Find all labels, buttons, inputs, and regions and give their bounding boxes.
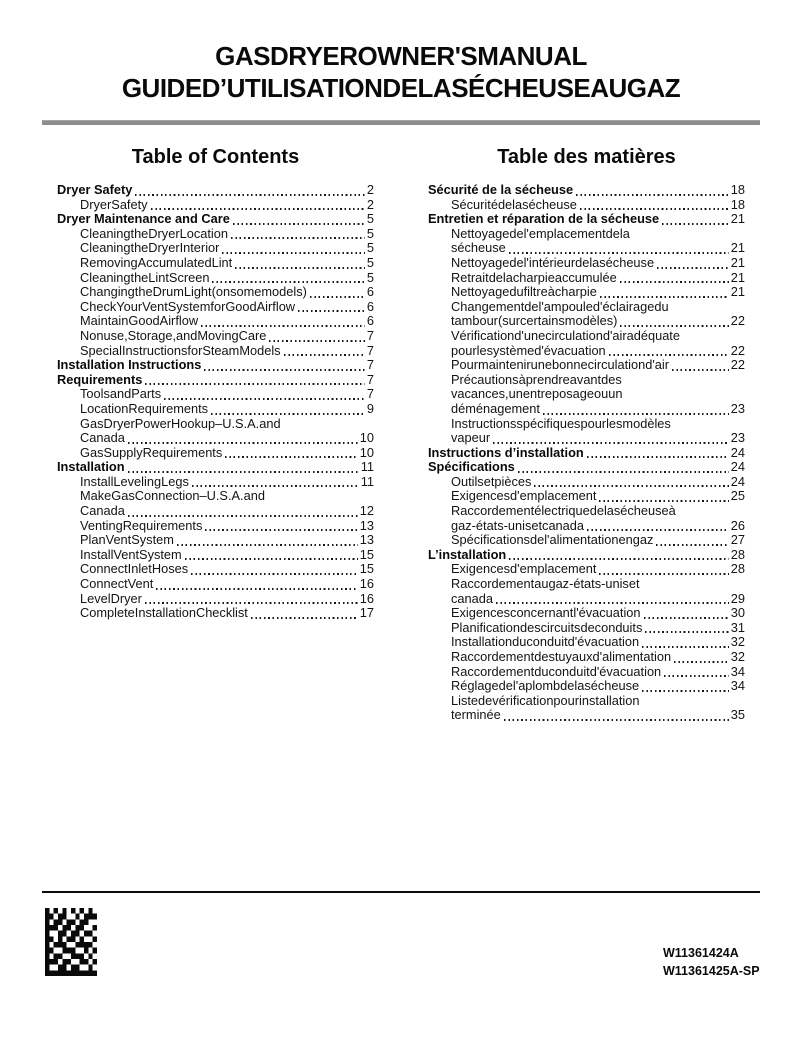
toc-entry-title: terminée [451, 707, 501, 723]
toc-entry-title: RemovingAccumulatedLint [80, 254, 233, 270]
toc-entry-title: GasSupplyRequirements [80, 444, 223, 460]
toc-entry-page-number: 17 [359, 605, 374, 621]
toc-entry [428, 344, 745, 359]
title-block [0, 40, 802, 104]
toc-leader-dots [205, 529, 357, 531]
toc-entry-page-number: 24 [730, 473, 745, 489]
toc-leader-dots [657, 267, 729, 269]
toc-leader-dots [587, 456, 729, 458]
toc-entry [57, 256, 374, 271]
toc-entry-page-number: 7 [366, 371, 374, 387]
toc-entry-title: ConnectInletHoses [80, 561, 189, 577]
toc-leader-dots [664, 675, 729, 677]
toc-entry-page-number: 11 [360, 473, 374, 489]
toc-leader-dots [145, 383, 365, 385]
toc-leader-dots [284, 354, 365, 356]
toc-entry-title: LevelDryer [80, 590, 142, 606]
toc-leader-dots [156, 588, 357, 590]
toc-entry [428, 533, 745, 548]
toc-entry-page-number: 21 [730, 254, 745, 270]
toc-entry-page-number: 2 [366, 182, 374, 197]
toc-entry-page-number: 16 [359, 576, 374, 592]
toc-entry-page-number: 5 [366, 269, 374, 285]
toc-leader-dots [269, 340, 364, 342]
toc-entry [57, 212, 374, 227]
toc-entry [57, 431, 374, 446]
toc-entry-page-number: 31 [730, 619, 745, 635]
toc-entry-page-number: 22 [730, 313, 745, 329]
toc-entry [428, 665, 745, 680]
toc-entry-title: Installation [57, 459, 125, 475]
toc-leader-dots [235, 267, 365, 269]
toc-entry-title: sécheuse [451, 240, 506, 256]
toc-leader-dots [496, 602, 729, 604]
toc-entry [428, 241, 745, 256]
toc-entry [428, 198, 745, 213]
toc-leader-dots [509, 558, 729, 560]
toc-entry [428, 402, 745, 417]
toc-entry-title: Entretien et réparation de la sécheuse [428, 211, 660, 227]
toc-columns [57, 145, 745, 723]
toc-entry-page-number: 13 [359, 517, 374, 533]
toc-entry-title: Sécurité de la sécheuse [428, 182, 574, 197]
toc-leader-dots [192, 485, 359, 487]
toc-entry [57, 533, 374, 548]
toc-entry-page-number: 25 [730, 488, 745, 504]
toc-entry [428, 475, 745, 490]
toc-entry-title: Raccordementélectriquedelasécheuseà [451, 503, 676, 519]
toc-entry-page-number: 13 [359, 532, 374, 548]
toc-entry-title: Installationduconduitd'évacuation [451, 634, 640, 650]
toc-entry [428, 460, 745, 475]
toc-entry [428, 694, 745, 709]
toc-entry-title: InstallVentSystem [80, 546, 182, 562]
toc-entry-title: PlanVentSystem [80, 532, 174, 548]
toc-entry [57, 504, 374, 519]
toc-leader-dots [211, 413, 365, 415]
toc-entry-page-number: 21 [730, 269, 745, 285]
toc-entry-title: Pourmaintenirunebonnecirculationd'air [451, 357, 669, 373]
toc-entry-title: déménagement [451, 400, 540, 416]
toc-leader-dots [204, 369, 365, 371]
toc-leader-dots [128, 471, 359, 473]
toc-entry-page-number: 5 [366, 225, 374, 241]
toc-entry-page-number: 12 [359, 503, 374, 519]
toc-leader-dots [662, 223, 729, 225]
toc-entry [57, 519, 374, 534]
toc-entry-page-number: 21 [730, 211, 745, 227]
toc-entry-title: GasDryerPowerHookup–U.S.A.and [80, 415, 281, 431]
toc-entry [57, 548, 374, 563]
toc-entry-title: CompleteInstallationChecklist [80, 605, 248, 621]
toc-leader-dots [212, 281, 364, 283]
toc-entry [57, 460, 374, 475]
toc-entry [428, 300, 745, 315]
toc-entry [57, 285, 374, 300]
toc-leader-dots [251, 617, 358, 619]
toc-heading-english: Table of Contents [131, 146, 300, 168]
toc-entry-title: Retraitdelacharpieaccumulée [451, 269, 617, 285]
toc-leader-dots [656, 544, 728, 546]
toc-entry [57, 344, 374, 359]
toc-entries-french [428, 183, 745, 723]
toc-entry [57, 329, 374, 344]
toc-entry [57, 562, 374, 577]
toc-entry-title: CleaningtheLintScreen [80, 269, 210, 285]
toc-entry [428, 314, 745, 329]
toc-entry-title: gaz-états-unisetcanada [451, 517, 585, 533]
toc-leader-dots [599, 573, 728, 575]
toc-entry-title: Raccordementaugaz-états-uniset [451, 576, 640, 592]
toc-entry [428, 446, 745, 461]
toc-entry [57, 446, 374, 461]
toc-entry-page-number: 32 [730, 649, 745, 664]
toc-entry [57, 373, 374, 388]
toc-leader-dots [509, 252, 729, 254]
toc-leader-dots [493, 442, 729, 444]
toc-entry [57, 314, 374, 329]
toc-entry-title: Canada [80, 503, 125, 519]
toc-entry-page-number: 2 [366, 196, 374, 212]
toc-entry-page-number: 5 [366, 211, 374, 227]
toc-entry [57, 592, 374, 607]
toc-leader-dots [310, 296, 365, 298]
toc-entry-page-number: 11 [360, 459, 374, 475]
toc-leader-dots [620, 325, 728, 327]
toc-entry [57, 227, 374, 242]
toc-entry-title: InstallLevelingLegs [80, 473, 189, 489]
toc-entry-title: canada [451, 590, 493, 606]
footer-divider-rule [42, 891, 760, 893]
toc-entry-page-number: 16 [359, 590, 374, 606]
toc-leader-dots [298, 310, 365, 312]
toc-entry [428, 679, 745, 694]
toc-leader-dots [164, 398, 365, 400]
part-numbers-block [663, 944, 760, 980]
toc-entry-page-number: 10 [359, 430, 374, 446]
toc-entry-title: Instructionsspécifiquespourlesmodèles [451, 415, 671, 431]
toc-entry-page-number: 18 [730, 196, 745, 212]
toc-leader-dots [128, 515, 358, 517]
toc-entry-page-number: 9 [366, 400, 374, 416]
title-divider-rule [42, 120, 760, 125]
toc-leader-dots [642, 646, 729, 648]
toc-entry-page-number: 6 [366, 313, 374, 329]
toc-entry [57, 577, 374, 592]
toc-leader-dots [620, 281, 729, 283]
toc-entry-page-number: 22 [730, 357, 745, 373]
toc-entry-title: vapeur [451, 430, 491, 446]
toc-entry-page-number: 30 [730, 605, 745, 621]
toc-leader-dots [225, 456, 358, 458]
toc-entry-page-number: 28 [730, 561, 745, 577]
toc-leader-dots [518, 471, 729, 473]
toc-entry-page-number: 27 [730, 532, 745, 548]
toc-entry-page-number: 7 [366, 327, 374, 343]
toc-entry-title: ConnectVent [80, 576, 154, 592]
toc-entry-page-number: 21 [730, 240, 745, 256]
manual-title-english: GASDRYEROWNER'SMANUAL [215, 41, 587, 71]
toc-entry [57, 387, 374, 402]
toc-entry-title: Exigencesd'emplacement [451, 561, 597, 577]
toc-entry [428, 431, 745, 446]
toc-leader-dots [191, 573, 358, 575]
toc-entry-page-number: 23 [730, 400, 745, 416]
toc-entry [428, 708, 745, 723]
toc-entry-page-number: 26 [730, 517, 745, 533]
toc-entry [428, 519, 745, 534]
toc-entry-title: Exigencesconcernantl'évacuation [451, 605, 641, 621]
toc-entry-page-number: 7 [366, 342, 374, 358]
toc-entry-title: Nettoyagedel'intérieurdelasécheuse [451, 254, 655, 270]
toc-leader-dots [543, 413, 729, 415]
toc-entry-title: Sécuritédelasécheuse [451, 196, 577, 212]
toc-leader-dots [185, 558, 358, 560]
toc-entry [428, 227, 745, 242]
toc-entry [428, 635, 745, 650]
toc-leader-dots [504, 719, 729, 721]
toc-leader-dots [609, 354, 729, 356]
toc-leader-dots [231, 237, 365, 239]
toc-entry [428, 577, 745, 592]
toc-entry-page-number: 28 [730, 546, 745, 562]
toc-entry-title: Raccordementduconduitd'évacuation [451, 663, 662, 679]
toc-entry-title: MakeGasConnection–U.S.A.and [80, 488, 265, 504]
toc-entry [428, 650, 745, 665]
toc-entry-title: pourlesystèmed'évacuation [451, 342, 606, 358]
toc-entry [428, 621, 745, 636]
toc-entry-page-number: 7 [366, 357, 374, 373]
part-number-secondary: W11361425A-SP [663, 964, 760, 978]
toc-entry-title: Dryer Safety [57, 182, 133, 197]
toc-entry-page-number: 32 [730, 634, 745, 650]
toc-leader-dots [644, 617, 729, 619]
toc-entry [428, 387, 745, 402]
toc-entry-title: Spécificationsdel'alimentationengaz [451, 532, 654, 548]
toc-entry-page-number: 24 [730, 444, 745, 460]
toc-entry-page-number: 15 [359, 546, 374, 562]
toc-entry [57, 475, 374, 490]
toc-entry-page-number: 18 [730, 182, 745, 197]
toc-entry-page-number: 6 [366, 298, 374, 314]
toc-entry-page-number: 21 [730, 284, 745, 300]
toc-leader-dots [128, 442, 358, 444]
toc-entry-title: Nonuse,Storage,andMovingCare [80, 327, 267, 343]
toc-entry-title: CleaningtheDryerLocation [80, 225, 228, 241]
toc-entry [428, 373, 745, 388]
toc-entry [428, 358, 745, 373]
toc-leader-dots [534, 485, 728, 487]
toc-entry-title: Exigencesd'emplacement [451, 488, 597, 504]
toc-entry-page-number: 15 [359, 561, 374, 577]
toc-entry-title: Changementdel'ampouled'éclairagedu [451, 298, 669, 314]
toc-entry-page-number: 6 [366, 284, 374, 300]
toc-entry-title: L’installation [428, 546, 507, 562]
toc-entry-page-number: 10 [359, 444, 374, 460]
toc-entry [428, 504, 745, 519]
toc-column-english [57, 145, 374, 723]
toc-entry-title: Requirements [57, 371, 143, 387]
toc-leader-dots [599, 500, 728, 502]
toc-leader-dots [600, 296, 729, 298]
toc-entry-title: MaintainGoodAirflow [80, 313, 199, 329]
toc-entry-page-number: 35 [730, 707, 745, 723]
toc-entry-title: Raccordementdestuyauxd'alimentation [451, 649, 672, 664]
toc-leader-dots [151, 208, 365, 210]
manual-title-french: GUIDED’UTILISATIONDELASÉCHEUSEAUGAZ [121, 73, 681, 103]
toc-leader-dots [672, 369, 729, 371]
toc-entry-title: Précautionsàprendreavantdes [451, 371, 622, 387]
toc-entry [428, 606, 745, 621]
toc-entry-title: ToolsandParts [80, 386, 162, 402]
toc-leader-dots [645, 631, 728, 633]
toc-entry-title: vacances,unentreposageouun [451, 386, 623, 402]
toc-heading-french: Table des matières [497, 146, 676, 168]
toc-entry [57, 271, 374, 286]
toc-entry [428, 285, 745, 300]
toc-entry-title: Planificationdescircuitsdeconduits [451, 619, 643, 635]
toc-entry-title: Instructions d’installation [428, 444, 584, 460]
toc-entry [428, 489, 745, 504]
toc-entry [428, 329, 745, 344]
toc-entry-title: CheckYourVentSystemforGoodAirflow [80, 298, 296, 314]
toc-entry-page-number: 22 [730, 342, 745, 358]
toc-entry-title: DryerSafety [80, 196, 148, 212]
toc-entry [57, 402, 374, 417]
toc-entry [57, 241, 374, 256]
toc-entry-title: ChangingtheDrumLight(onsomemodels) [80, 284, 307, 300]
toc-entry-page-number: 7 [366, 386, 374, 402]
toc-entry [57, 606, 374, 621]
toc-entry-page-number: 5 [366, 254, 374, 270]
toc-entry [57, 198, 374, 213]
toc-entry [428, 183, 745, 198]
toc-leader-dots [587, 529, 729, 531]
toc-entry [428, 271, 745, 286]
toc-entry [57, 489, 374, 504]
toc-leader-dots [576, 194, 729, 196]
toc-leader-dots [145, 602, 358, 604]
toc-entry [428, 256, 745, 271]
part-number-primary: W11361424A [663, 946, 739, 960]
toc-entry [57, 183, 374, 198]
toc-entry-title: VentingRequirements [80, 517, 203, 533]
toc-entry-title: SpecialInstructionsforSteamModels [80, 342, 281, 358]
toc-entry [428, 592, 745, 607]
toc-entry-title: Nettoyagedufiltreàcharpie [451, 284, 597, 300]
toc-entry [57, 417, 374, 432]
toc-entry-title: Vérificationd'unecirculationd'airadéquate [451, 327, 680, 343]
toc-entry-title: Listedevérificationpourinstallation [451, 692, 640, 708]
toc-entry-title: Dryer Maintenance and Care [57, 211, 230, 227]
toc-entry-title: Installation Instructions [57, 357, 202, 373]
toc-entry-title: Spécifications [428, 459, 515, 475]
toc-entry-title: Canada [80, 430, 125, 446]
toc-entry [57, 300, 374, 315]
toc-entry-title: CleaningtheDryerInterior [80, 240, 220, 256]
toc-leader-dots [642, 690, 729, 692]
toc-leader-dots [222, 252, 364, 254]
toc-entry-page-number: 24 [730, 459, 745, 475]
toc-leader-dots [177, 544, 358, 546]
data-matrix-barcode [45, 908, 97, 976]
data-matrix-barcode-icon [45, 908, 97, 976]
toc-entry [428, 562, 745, 577]
toc-leader-dots [201, 325, 365, 327]
toc-entries-english [57, 183, 374, 621]
toc-entry [57, 358, 374, 373]
toc-entry-page-number: 5 [366, 240, 374, 256]
toc-entry-title: Outilsetpièces [451, 473, 532, 489]
toc-entry [428, 417, 745, 432]
toc-leader-dots [580, 208, 729, 210]
toc-entry-title: Réglagedel'aplombdelasécheuse [451, 678, 640, 694]
toc-entry-title: Nettoyagedel'emplacementdela [451, 225, 630, 241]
toc-leader-dots [135, 194, 364, 196]
toc-entry [428, 212, 745, 227]
toc-leader-dots [674, 661, 729, 663]
toc-entry-page-number: 34 [730, 663, 745, 679]
toc-entry-title: LocationRequirements [80, 400, 209, 416]
toc-entry-title: tambour(surcertainsmodèles) [451, 313, 618, 329]
toc-entry-page-number: 29 [730, 590, 745, 606]
toc-entry [428, 548, 745, 563]
toc-leader-dots [233, 223, 365, 225]
toc-entry-page-number: 23 [730, 430, 745, 446]
toc-entry-page-number: 34 [730, 678, 745, 694]
toc-column-french [428, 145, 745, 723]
